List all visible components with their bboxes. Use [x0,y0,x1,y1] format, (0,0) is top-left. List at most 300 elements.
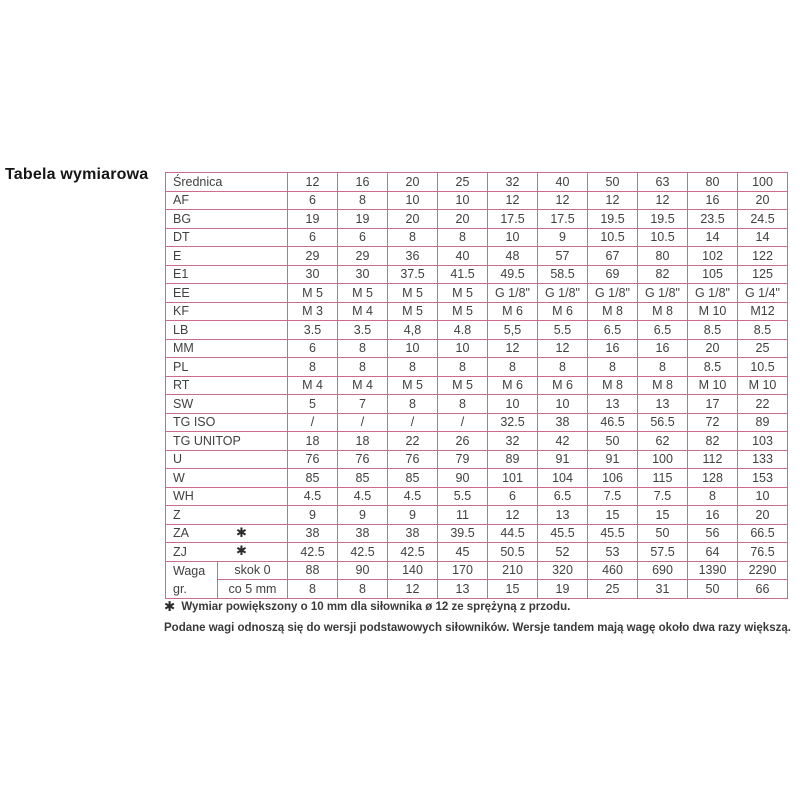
row-label-text: EE [173,285,190,300]
footnote-star [164,599,570,615]
header-cell: 63 [638,173,688,192]
table-cell: M12 [738,302,788,321]
table-cell: M 10 [738,376,788,395]
header-cell: 80 [688,173,738,192]
table-cell: 82 [688,432,738,451]
table-cell: 460 [588,561,638,580]
table-cell: M 4 [338,376,388,395]
table-cell: 106 [588,469,638,488]
table-cell: G 1/8" [588,284,638,303]
table-cell: 6.5 [638,321,688,340]
table-cell: 23.5 [688,210,738,229]
row-label [166,247,288,266]
table-cell: 8 [388,228,438,247]
table-cell: 20 [688,339,738,358]
row-label [166,395,288,414]
table-cell: 66.5 [738,524,788,543]
table-cell: 101 [488,469,538,488]
table-cell: 10 [388,339,438,358]
table-cell: M 8 [638,302,688,321]
table-cell: 11 [438,506,488,525]
table-cell: 6.5 [588,321,638,340]
table-cell: 9 [288,506,338,525]
table-cell: 91 [538,450,588,469]
dimension-table [165,172,788,599]
table-cell: 20 [738,506,788,525]
table-cell: 56 [688,524,738,543]
table-cell: 62 [638,432,688,451]
table-cell: 38 [388,524,438,543]
table-cell: M 6 [538,376,588,395]
weight-sub-label: co 5 mm [218,580,288,599]
table-cell: 48 [488,247,538,266]
table-row [166,321,788,340]
table-cell: 125 [738,265,788,284]
table-cell: 19.5 [588,210,638,229]
table-cell: 7 [338,395,388,414]
table-cell: 42 [538,432,588,451]
table-cell: 8.5 [688,321,738,340]
table-cell: 8.5 [688,358,738,377]
table-cell: 26 [438,432,488,451]
table-cell: / [338,413,388,432]
table-cell: 8 [338,191,388,210]
table-row [166,487,788,506]
row-label-text: TG ISO [173,415,216,429]
table-cell: 85 [288,469,338,488]
table-cell: 45 [438,543,488,562]
row-label [166,432,288,451]
header-cell: 100 [738,173,788,192]
table-cell: 20 [438,210,488,229]
table-cell: M 5 [388,284,438,303]
table-cell: 104 [538,469,588,488]
table-cell: M 10 [688,376,738,395]
table-cell: 8 [288,358,338,377]
table-cell: 40 [438,247,488,266]
row-label [166,191,288,210]
table-cell: 4.5 [338,487,388,506]
row-label-text: SW [173,396,194,411]
table-row [166,247,788,266]
table-cell: 20 [738,191,788,210]
table-cell: 76 [288,450,338,469]
table-cell: 67 [588,247,638,266]
table-cell: 12 [388,580,438,599]
table-cell: 12 [488,339,538,358]
table-cell: 69 [588,265,638,284]
table-row [166,265,788,284]
table-cell: 690 [638,561,688,580]
table-cell: 8 [438,358,488,377]
table-cell: 89 [738,413,788,432]
table-cell: 12 [588,191,638,210]
table-cell: 50.5 [488,543,538,562]
table-cell: 8 [488,358,538,377]
table-cell: 6.5 [538,487,588,506]
table-cell: 50 [688,580,738,599]
table-cell: 20 [388,210,438,229]
table-cell: 10 [538,395,588,414]
table-cell: 15 [588,506,638,525]
table-cell: 10 [738,487,788,506]
table-cell: 39.5 [438,524,488,543]
table-cell: M 6 [488,302,538,321]
table-cell: M 8 [638,376,688,395]
table-cell: 41.5 [438,265,488,284]
table-cell: 29 [338,247,388,266]
table-cell: 38 [338,524,388,543]
table-cell: 32.5 [488,413,538,432]
table-cell: 15 [488,580,538,599]
row-label [166,469,288,488]
table-cell: 72 [688,413,738,432]
table-cell: M 8 [588,302,638,321]
table-cell: 2290 [738,561,788,580]
table-cell: G 1/8" [538,284,588,303]
table-cell: 7.5 [638,487,688,506]
table-cell: M 6 [538,302,588,321]
table-cell: 76 [388,450,438,469]
table-cell: 5 [288,395,338,414]
row-label [166,228,288,247]
table-cell: G 1/8" [638,284,688,303]
table-cell: 46.5 [588,413,638,432]
table-cell: 19 [338,210,388,229]
table-cell: M 4 [338,302,388,321]
table-cell: 5.5 [538,321,588,340]
asterisk-icon: ✱ [164,599,176,615]
row-label-text: BG [173,211,192,226]
table-cell: M 5 [288,284,338,303]
table-cell: 4.5 [288,487,338,506]
table-cell: 13 [588,395,638,414]
table-row [166,302,788,321]
row-label-text: RT [173,378,190,392]
row-label [166,506,288,525]
table-cell: 13 [438,580,488,599]
table-cell: 13 [538,506,588,525]
table-cell: 15 [638,506,688,525]
table-cell: M 5 [438,284,488,303]
row-label [166,302,288,321]
table-cell: 91 [588,450,638,469]
row-label [166,358,288,377]
table-cell: 8 [438,228,488,247]
row-label [166,543,288,562]
header-cell: 12 [288,173,338,192]
row-label-text: MM [173,341,194,355]
header-cell: 20 [388,173,438,192]
row-label-text: LB [173,322,189,337]
table-cell: M 5 [388,376,438,395]
row-label-text: E1 [173,267,189,281]
table-cell: 45.5 [588,524,638,543]
row-label [166,413,288,432]
table-row [166,358,788,377]
table-cell: 64 [688,543,738,562]
table-cell: 10 [488,395,538,414]
row-label-text: DT [173,230,190,244]
table-cell: G 1/8" [488,284,538,303]
table-cell: 10.5 [588,228,638,247]
table-cell: M 5 [438,302,488,321]
table-cell: 14 [688,228,738,247]
table-row [166,191,788,210]
header-cell: 16 [338,173,388,192]
table-cell: 19 [288,210,338,229]
weight-row-1 [166,561,788,580]
table-cell: 12 [488,506,538,525]
table-cell: 4.5 [388,487,438,506]
header-cell: 50 [588,173,638,192]
table-cell: 8 [338,580,388,599]
row-label [166,284,288,303]
row-label-text: KF [173,304,189,318]
footnote-weights-text: Podane wagi odnoszą się do wersji podstawowych siłowników. Wersje tandem mają wagę około dwa razy większą. [164,622,791,634]
row-label-text: AF [173,193,189,207]
table-cell: 6 [288,191,338,210]
table-cell: / [438,413,488,432]
table-cell: 320 [538,561,588,580]
table-cell: 17.5 [538,210,588,229]
table-cell: 8 [588,358,638,377]
table-cell: 6 [288,228,338,247]
page-title: Tabela wymiarowa [5,166,149,183]
table-cell: 76 [338,450,388,469]
table-cell: 115 [638,469,688,488]
row-label-text: ZA [173,526,189,540]
row-label [166,524,288,543]
table-cell: 12 [538,191,588,210]
weight-row-2 [166,580,788,599]
table-row [166,210,788,229]
table-cell: 19.5 [638,210,688,229]
table-cell: 10 [438,339,488,358]
table-cell: 90 [338,561,388,580]
table-cell: 3.5 [338,321,388,340]
table-cell: 112 [688,450,738,469]
table-cell: 140 [388,561,438,580]
table-cell: 38 [538,413,588,432]
table-row [166,432,788,451]
table-cell: 12 [488,191,538,210]
table-cell: 50 [588,432,638,451]
table-cell: G 1/4" [738,284,788,303]
row-label [166,265,288,284]
table-cell: 6 [488,487,538,506]
asterisk-icon: ✱ [236,544,247,559]
footnote-weights [164,622,791,634]
table-cell: 42.5 [388,543,438,562]
table-cell: 16 [588,339,638,358]
table-cell: 103 [738,432,788,451]
table-row [166,395,788,414]
table-cell: 9 [338,506,388,525]
table-cell: 100 [638,450,688,469]
table-cell: 36 [388,247,438,266]
table-cell: M 8 [588,376,638,395]
table-cell: 122 [738,247,788,266]
table-cell: 7.5 [588,487,638,506]
table-cell: 58.5 [538,265,588,284]
table-cell: 128 [688,469,738,488]
table-cell: 49.5 [488,265,538,284]
header-label: Średnica [166,173,288,192]
table-cell: 76.5 [738,543,788,562]
table-row [166,469,788,488]
table-cell: 22 [388,432,438,451]
table-cell: 170 [438,561,488,580]
table-cell: 8 [338,358,388,377]
table-cell: 18 [288,432,338,451]
table-cell: 16 [688,191,738,210]
table-cell: 12 [638,191,688,210]
table-row [166,339,788,358]
table-cell: 80 [638,247,688,266]
table-cell: 10 [488,228,538,247]
table-cell: 6 [288,339,338,358]
table-cell: 5,5 [488,321,538,340]
row-label [166,450,288,469]
table-cell: 8.5 [738,321,788,340]
weight-sub-label: skok 0 [218,561,288,580]
table-cell: 4,8 [388,321,438,340]
table-cell: 45.5 [538,524,588,543]
table-cell: 8 [388,358,438,377]
row-label [166,487,288,506]
header-cell: 40 [538,173,588,192]
table-cell: 19 [538,580,588,599]
table-row [166,413,788,432]
table-cell: 8 [388,395,438,414]
footnote-star-text: Wymiar powiększony o 10 mm dla siłownika ø 12 ze sprężyną z przodu. [181,601,571,613]
table-cell: 13 [638,395,688,414]
table-cell: 14 [738,228,788,247]
table-cell: 82 [638,265,688,284]
table-cell: 38 [288,524,338,543]
header-cell: 25 [438,173,488,192]
row-label-text: TG UNITOP [173,433,241,448]
table-row [166,284,788,303]
table-cell: 90 [438,469,488,488]
table-cell: M 5 [438,376,488,395]
table-cell: M 6 [488,376,538,395]
table-cell: 9 [538,228,588,247]
table-cell: 53 [588,543,638,562]
weight-label [166,561,218,598]
table-cell: M 3 [288,302,338,321]
table-cell: G 1/8" [688,284,738,303]
table-cell: / [288,413,338,432]
table-cell: 89 [488,450,538,469]
row-label [166,376,288,395]
table-row [166,450,788,469]
table-cell: 18 [338,432,388,451]
table-cell: M 4 [288,376,338,395]
table-cell: M 5 [388,302,438,321]
table-cell: 17 [688,395,738,414]
table-cell: 3.5 [288,321,338,340]
table-cell: 29 [288,247,338,266]
table-cell: 8 [438,395,488,414]
table-cell: 105 [688,265,738,284]
table-cell: 24.5 [738,210,788,229]
table-cell: 57.5 [638,543,688,562]
row-label [166,210,288,229]
table-cell: 52 [538,543,588,562]
table-cell: 31 [638,580,688,599]
row-label [166,339,288,358]
table-cell: 8 [688,487,738,506]
table-cell: 57 [538,247,588,266]
table-cell: 88 [288,561,338,580]
table-header-row [166,173,788,192]
table-cell: 8 [338,339,388,358]
table-cell: 8 [288,580,338,599]
table-cell: 16 [688,506,738,525]
table-cell: / [388,413,438,432]
table-cell: 50 [638,524,688,543]
table-cell: 79 [438,450,488,469]
table-cell: 153 [738,469,788,488]
row-label-text: E [173,248,182,263]
row-label-text: ZJ [173,544,187,559]
table-cell: 210 [488,561,538,580]
table-cell: M 5 [338,284,388,303]
table-cell: 42.5 [338,543,388,562]
table-row [166,228,788,247]
table-cell: 10.5 [738,358,788,377]
asterisk-icon: ✱ [236,525,247,541]
table-cell: 1390 [688,561,738,580]
table-cell: 10.5 [638,228,688,247]
table-cell: 56.5 [638,413,688,432]
table-cell: 8 [538,358,588,377]
table-cell: 17.5 [488,210,538,229]
table-cell: 16 [638,339,688,358]
row-label [166,321,288,340]
table-cell: 102 [688,247,738,266]
table-row [166,524,788,543]
table-cell: 12 [538,339,588,358]
table-cell: 5.5 [438,487,488,506]
table-body [166,173,788,599]
table-row [166,506,788,525]
table-cell: M 10 [688,302,738,321]
table-cell: 10 [438,191,488,210]
table-cell: 25 [738,339,788,358]
table-row [166,376,788,395]
header-cell: 32 [488,173,538,192]
table-cell: 32 [488,432,538,451]
table-cell: 85 [388,469,438,488]
table-cell: 8 [638,358,688,377]
table-cell: 9 [388,506,438,525]
table-cell: 10 [388,191,438,210]
table-cell: 6 [338,228,388,247]
table-cell: 30 [288,265,338,284]
table-cell: 44.5 [488,524,538,543]
table-cell: 133 [738,450,788,469]
row-label-text: W [173,470,185,485]
table-row [166,543,788,562]
row-label-text: PL [173,359,189,374]
table-cell: 25 [588,580,638,599]
table-cell: 22 [738,395,788,414]
table-cell: 37.5 [388,265,438,284]
weight-label-line2: gr. [173,581,187,596]
